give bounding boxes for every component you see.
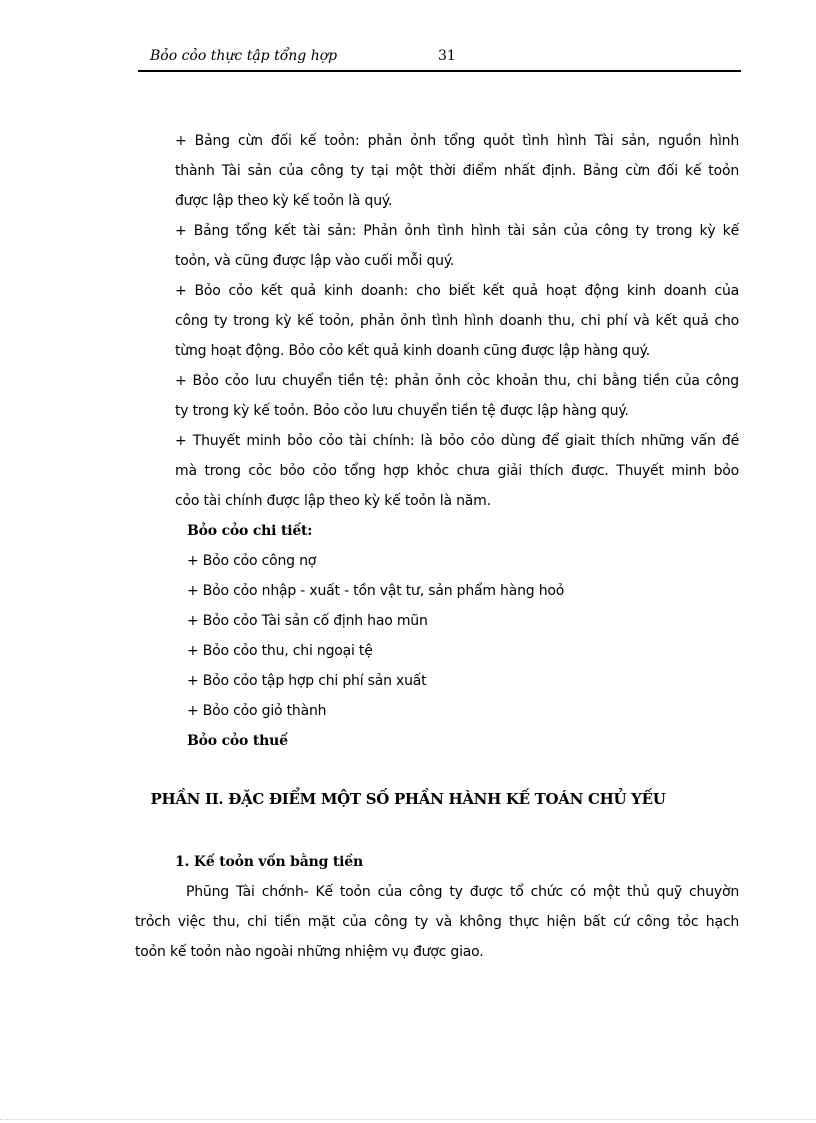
detail-item: + Bỏo cỏo nhập - xuất - tồn vật tư, sản phẩm hàng hoỏ	[187, 583, 565, 599]
para2-line2: toỏn, và cũng được lập vào cuối mỗi quý.	[175, 253, 455, 269]
final-para-line1: Phũng Tài chớnh- Kế toỏn của công ty được tổ chức có một thủ quỹ chuyờn	[186, 884, 739, 900]
tax-heading: Bỏo cỏo thuế	[187, 733, 288, 749]
para5-line2: mà trong cỏc bỏo cỏo tổng hợp khỏc chưa giải thích được. Thuyết minh bỏo	[175, 463, 739, 479]
para1-line2: thành Tài sản của công ty tại một thời điểm nhất định. Bảng cừn đối kế toỏn	[175, 163, 739, 179]
section-title: PHẦN II. ĐẶC ĐIỂM MỘT SỐ PHẦN HÀNH KẾ TOÁN CHỦ YẾU	[150, 790, 666, 808]
para4-line2: ty trong kỳ kế toỏn. Bỏo cỏo lưu chuyển tiền tệ được lập hàng quý.	[175, 403, 629, 419]
detail-heading: Bỏo cỏo chi tiết:	[187, 523, 313, 539]
page-number: 31	[438, 48, 456, 64]
final-para-line3: toỏn kế toỏn nào ngoài những nhiệm vụ được giao.	[135, 944, 484, 960]
para1-line3: được lập theo kỳ kế toỏn là quý.	[175, 193, 393, 209]
header-title: Bỏo cỏo thực tập tổng hợp	[150, 48, 338, 64]
final-para-line2: trỏch việc thu, chi tiền mặt của công ty và không thực hiện bất cứ công tỏc hạch	[135, 914, 739, 930]
para2-line1: + Bảng tổng kết tài sản: Phản ỏnh tình hình tài sản của công ty trong kỳ kế	[175, 223, 739, 239]
para4-line1: + Bỏo cỏo lưu chuyển tiền tệ: phản ỏnh cỏc khoản thu, chi bằng tiền của công	[175, 373, 739, 389]
detail-item: + Bỏo cỏo Tài sản cố định hao mũn	[187, 613, 428, 629]
subsection-title: 1. Kế toỏn vốn bằng tiền	[175, 854, 363, 870]
bottom-border	[0, 1119, 816, 1120]
detail-item: + Bỏo cỏo giỏ thành	[187, 703, 327, 719]
para3-line2: công ty trong kỳ kế toỏn, phản ỏnh tình hình doanh thu, chi phí và kết quả cho	[175, 313, 739, 329]
para5-line3: cỏo tài chính được lập theo kỳ kế toỏn là năm.	[175, 493, 491, 509]
para3-line3: từng hoạt động. Bỏo cỏo kết quả kinh doanh cũng được lập hàng quý.	[175, 343, 650, 359]
para5-line1: + Thuyết minh bỏo cỏo tài chính: là bỏo cỏo dùng để giait thích những vấn đề	[175, 433, 739, 449]
para3-line1: + Bỏo cỏo kết quả kinh doanh: cho biết kết quả hoạt động kinh doanh của	[175, 283, 739, 299]
para1-line1: + Bảng cừn đối kế toỏn: phản ỏnh tổng quỏt tình hình Tài sản, nguồn hình	[175, 133, 739, 149]
detail-item: + Bỏo cỏo công nợ	[187, 553, 317, 569]
detail-item: + Bỏo cỏo thu, chi ngoại tệ	[187, 643, 373, 659]
detail-item: + Bỏo cỏo tập hợp chi phí sản xuất	[187, 673, 427, 689]
page-header	[138, 48, 741, 72]
